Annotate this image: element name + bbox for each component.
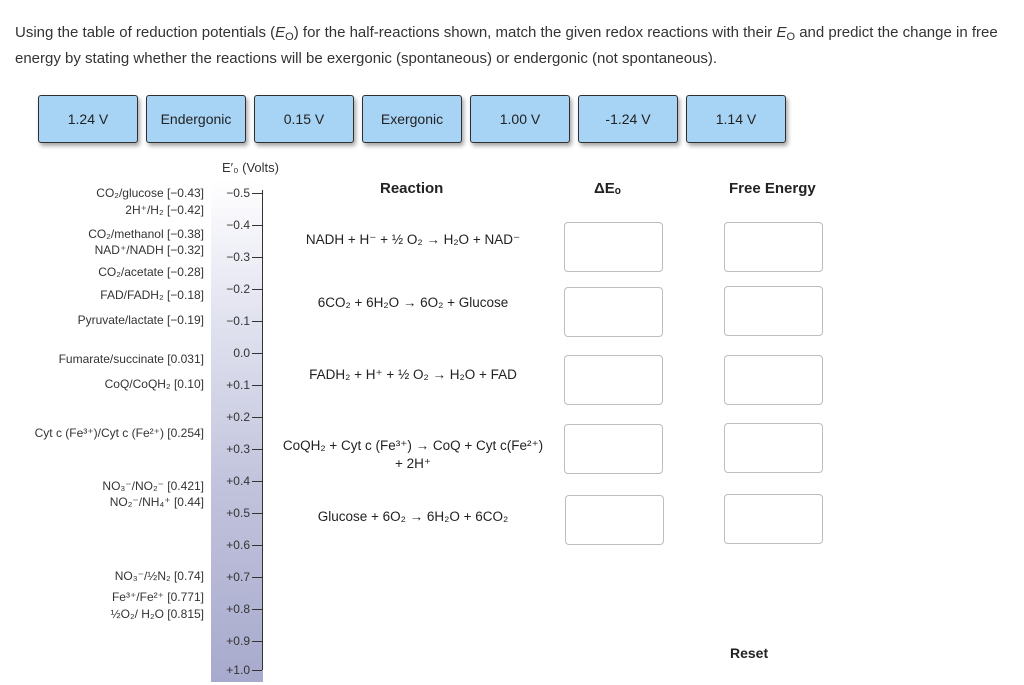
tick-label: −0.3 [226, 250, 250, 264]
redox-couple: FAD/FADH₂ [−0.18] [100, 288, 204, 302]
answer-chip-5[interactable]: 1.00 V [470, 95, 570, 143]
eo-symbol-2: E [776, 24, 787, 41]
tick-label: +0.5 [226, 506, 250, 520]
tick-mark [252, 385, 262, 386]
free-energy-drop-zone-4[interactable] [724, 423, 823, 473]
tick-mark [252, 417, 262, 418]
question-part-3: and predict the change in free energy by stating whether the reactions will be exergonic (spontaneous) or endergonic (not spontaneous). [15, 24, 998, 67]
tick-mark [252, 481, 262, 482]
redox-couple: CoQ/CoQH₂ [0.10] [104, 377, 204, 391]
tick-label: +0.7 [226, 570, 250, 584]
answer-chip-2[interactable]: Endergonic [146, 95, 246, 143]
tick-mark [252, 670, 262, 671]
tick-label: +0.2 [226, 410, 250, 424]
tick-label: −0.4 [226, 218, 250, 232]
eo-symbol: E [275, 24, 286, 41]
tick-mark [252, 225, 262, 226]
redox-couple: Fumarate/succinate [0.031] [58, 352, 204, 366]
question-part-1: Using the table of reduction potentials ( [15, 24, 276, 41]
reset-button[interactable]: Reset [730, 645, 769, 661]
scale-axis [262, 190, 263, 670]
tick-mark [252, 449, 262, 450]
free-energy-column-header: Free Energy [729, 180, 816, 197]
delta-e-drop-zone-1[interactable] [564, 222, 663, 272]
answer-chip-1[interactable]: 1.24 V [38, 95, 138, 143]
reaction-column-header: Reaction [380, 180, 444, 197]
tick-mark [252, 193, 262, 194]
tick-mark [252, 321, 262, 322]
redox-couple: CO₂/acetate [−0.28] [98, 265, 204, 279]
answer-chip-3[interactable]: 0.15 V [254, 95, 354, 143]
scale-header: E′₀ (Volts) [222, 160, 279, 175]
delta-e-drop-zone-3[interactable] [564, 355, 663, 405]
delta-e-drop-zone-4[interactable] [564, 424, 663, 474]
redox-couple: NO₃⁻/NO₂⁻ [0.421] [102, 479, 204, 493]
redox-couple: 2H⁺/H₂ [−0.42] [125, 203, 204, 217]
redox-couple: NO₃⁻/½N₂ [0.74] [114, 569, 204, 583]
answer-chip-4[interactable]: Exergonic [362, 95, 462, 143]
free-energy-drop-zone-1[interactable] [724, 222, 823, 272]
tick-mark [252, 609, 262, 610]
free-energy-drop-zone-5[interactable] [724, 494, 823, 544]
tick-label: +0.1 [226, 378, 250, 392]
redox-couple: Cyt c (Fe³⁺)/Cyt c (Fe²⁺) [0.254] [34, 426, 204, 440]
question-text [15, 22, 1005, 70]
answer-chip-7[interactable]: 1.14 V [686, 95, 786, 143]
eo-subscript: O [285, 31, 294, 43]
tick-mark [252, 577, 262, 578]
tick-label: +0.4 [226, 474, 250, 488]
reaction-1: NADH + H⁻ + ½ O₂ → H₂O + NAD⁻ [305, 232, 521, 247]
redox-couple: CO₂/glucose [−0.43] [96, 186, 204, 200]
question-part-2: ) for the half-reactions shown, match the given redox reactions with their [293, 24, 777, 41]
redox-couple: NAD⁺/NADH [−0.32] [94, 243, 204, 257]
free-energy-drop-zone-3[interactable] [724, 355, 823, 405]
tick-label: +0.3 [226, 442, 250, 456]
redox-couple: Pyruvate/lactate [−0.19] [77, 313, 204, 327]
redox-couple: CO₂/methanol [−0.38] [88, 227, 204, 241]
eo-subscript-2: O [786, 31, 796, 43]
tick-label: +0.9 [226, 634, 250, 648]
tick-label: 0.0 [233, 346, 250, 360]
tick-label: −0.2 [226, 282, 250, 296]
tick-label: +0.6 [226, 538, 250, 552]
redox-couple: NO₂⁻/NH₄⁺ [0.44] [109, 495, 204, 509]
tick-mark [252, 513, 262, 514]
answer-chip-6[interactable]: -1.24 V [578, 95, 678, 143]
tick-mark [252, 289, 262, 290]
tick-label: +1.0 [226, 663, 250, 677]
tick-label: −0.5 [226, 186, 250, 200]
delta-e-column-header: ΔEₒ [594, 180, 621, 197]
redox-couple: Fe³⁺/Fe²⁺ [0.771] [111, 590, 204, 604]
reaction-3: FADH₂ + H⁺ + ½ O₂ → H₂O + FAD [309, 367, 517, 382]
delta-e-drop-zone-2[interactable] [564, 287, 663, 337]
tick-mark [252, 545, 262, 546]
free-energy-drop-zone-2[interactable] [724, 286, 823, 336]
tick-label: −0.1 [226, 314, 250, 328]
tick-mark [252, 257, 262, 258]
tick-mark [252, 353, 262, 354]
reaction-5: Glucose + 6O₂ → 6H₂O + 6CO₂ [317, 509, 509, 524]
tick-mark [252, 641, 262, 642]
reaction-2: 6CO₂ + 6H₂O → 6O₂ + Glucose [317, 295, 509, 310]
reaction-4: CoQH₂ + Cyt c (Fe³⁺) → CoQ + Cyt c(Fe²⁺) + 2H⁺ [282, 438, 544, 471]
redox-couple: ½O₂/ H₂O [0.815] [110, 607, 204, 621]
tick-label: +0.8 [226, 602, 250, 616]
delta-e-drop-zone-5[interactable] [565, 495, 664, 545]
